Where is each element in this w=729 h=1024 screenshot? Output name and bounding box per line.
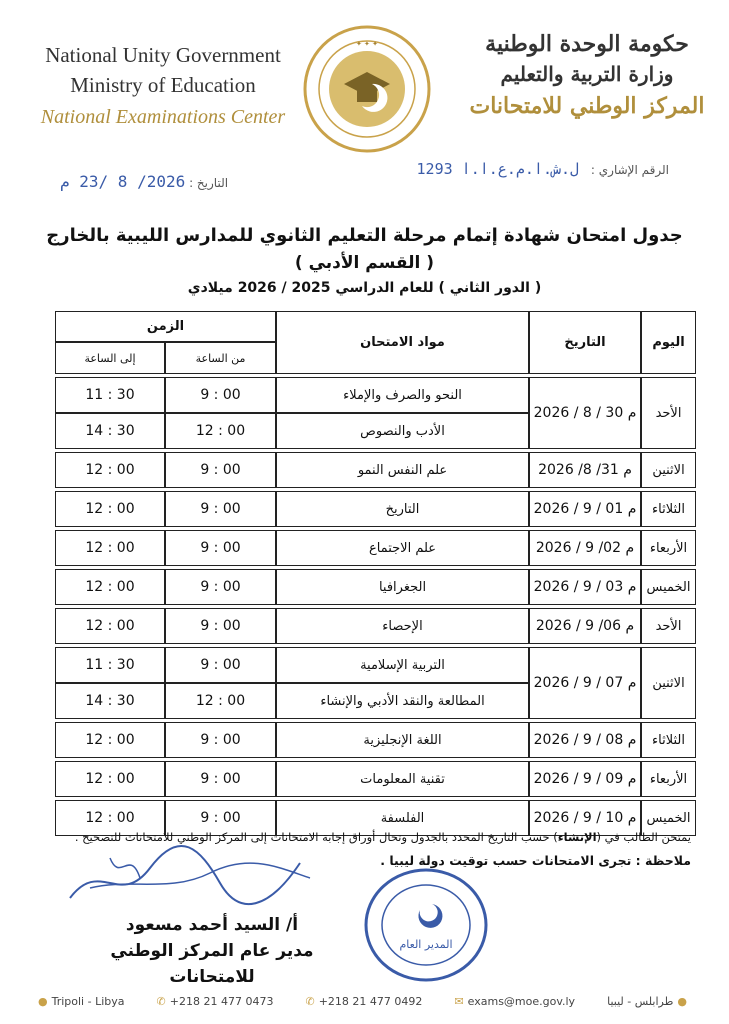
day-cell: الثلاثاء xyxy=(641,491,696,527)
to-time-cell: 12 : 00 xyxy=(55,608,165,644)
phone-2-text: +218 21 477 0492 xyxy=(318,994,423,1008)
header-day: اليوم xyxy=(641,311,696,374)
ministry-seal-logo xyxy=(302,24,432,154)
day-cell: الخميس xyxy=(641,569,696,605)
to-time-cell: 11 : 30 xyxy=(55,647,165,683)
from-time-cell: 9 : 00 xyxy=(165,491,276,527)
to-time-cell: 14 : 30 xyxy=(55,413,165,449)
date-label: التاريخ : xyxy=(189,176,229,190)
center-name-ar: المركز الوطني للامتحانات xyxy=(469,93,705,119)
subject-cell: اللغة الإنجليزية xyxy=(276,722,529,758)
date-cell: 2026 / 9 / 08 م xyxy=(529,722,641,758)
header-to: إلى الساعة xyxy=(55,342,165,374)
date-cell: 2026 / 9 / 09 م xyxy=(529,761,641,797)
to-time-cell: 12 : 00 xyxy=(55,491,165,527)
date-cell: 2026 /8 /31 م xyxy=(529,452,641,488)
document-title xyxy=(0,222,729,300)
stamp-text: المدير العام xyxy=(399,938,453,951)
to-time-cell: 12 : 00 xyxy=(55,452,165,488)
subject-cell: الأدب والنصوص xyxy=(276,413,529,449)
header-time: الزمن xyxy=(55,311,276,342)
from-time-cell: 9 : 00 xyxy=(165,530,276,566)
subject-cell: الجغرافيا xyxy=(276,569,529,605)
day-cell: الأربعاء xyxy=(641,761,696,797)
signature-block xyxy=(72,912,352,990)
contact-bar xyxy=(0,988,729,1014)
note-text: تجرى الامتحانات حسب توقيت دولة ليبيا . xyxy=(380,853,632,868)
day-cell: الاثنين xyxy=(641,452,696,488)
date-value: 2026/ 8 /23 م xyxy=(60,172,186,191)
signatory-name: أ/ السيد أحمد مسعود xyxy=(125,915,299,935)
phone-1-text: +218 21 477 0473 xyxy=(169,994,274,1008)
subject-cell: الإحصاء xyxy=(276,608,529,644)
gov-name-ar: حكومة الوحدة الوطنية xyxy=(485,31,689,57)
from-time-cell: 9 : 00 xyxy=(165,761,276,797)
date-cell: 2026 / 9 /06 م xyxy=(529,608,641,644)
header-date: التاريخ xyxy=(529,311,641,374)
subject-cell: علم النفس النمو xyxy=(276,452,529,488)
to-time-cell: 12 : 00 xyxy=(55,800,165,836)
seal-text: ✦ ✦ ✦ xyxy=(355,40,379,48)
header-english xyxy=(28,40,298,134)
subject-cell: التاريخ xyxy=(276,491,529,527)
date-cell: 2026 / 9 / 07 م xyxy=(529,647,641,719)
day-cell: الأحد xyxy=(641,377,696,449)
day-cell: الأربعاء xyxy=(641,530,696,566)
subject-cell: تقنية المعلومات xyxy=(276,761,529,797)
phone-icon: ✆ xyxy=(156,994,166,1008)
ministry-name-en: Ministry of Education xyxy=(70,73,256,97)
email[interactable] xyxy=(454,995,575,1008)
date-cell: 2026 / 8 / 30 م xyxy=(529,377,641,449)
from-time-cell: 9 : 00 xyxy=(165,377,276,413)
from-time-cell: 9 : 00 xyxy=(165,647,276,683)
reference-value: ل.ش.ا.م.ع.ا.ا 1293 xyxy=(416,160,580,178)
location-icon: ● xyxy=(677,994,687,1008)
subject-cell: النحو والصرف والإملاء xyxy=(276,377,529,413)
from-time-cell: 9 : 00 xyxy=(165,722,276,758)
instruction-part-b: ) حسب التاريخ المحدد بالجدول وتحال أوراق إجابة الامتحانات إلى المركز الوطني للامتحانات للتصحيح . xyxy=(74,830,558,844)
to-time-cell: 12 : 00 xyxy=(55,530,165,566)
instruction-part-a: يمتحن الطالب في ( xyxy=(596,830,691,844)
document-date xyxy=(52,172,228,191)
title-session: ( الدور الثاني ) للعام الدراسي 2025 / 2026 ميلادي xyxy=(187,280,542,296)
note-label: ملاحظة : xyxy=(635,853,691,868)
to-time-cell: 14 : 30 xyxy=(55,683,165,719)
email-text[interactable]: exams@moe.gov.ly xyxy=(467,994,576,1008)
from-time-cell: 9 : 00 xyxy=(165,452,276,488)
to-time-cell: 11 : 30 xyxy=(55,377,165,413)
official-stamp xyxy=(362,866,490,984)
gov-name-en: National Unity Government xyxy=(45,43,281,67)
title-main: جدول امتحان شهادة إتمام مرحلة التعليم الثانوي للمدارس الليبية بالخارج xyxy=(46,225,683,246)
location-icon: ● xyxy=(38,994,48,1008)
day-cell: الخميس xyxy=(641,800,696,836)
date-cell: 2026 / 9 / 03 م xyxy=(529,569,641,605)
reference-label: الرقم الإشاري : xyxy=(590,163,669,177)
to-time-cell: 12 : 00 xyxy=(55,569,165,605)
instruction-subject: الإنشاء xyxy=(557,830,597,844)
phone-1 xyxy=(157,995,274,1008)
phone-icon: ✆ xyxy=(305,994,315,1008)
city-ar-text: طرابلس - ليبيا xyxy=(607,994,674,1008)
date-cell: 2026 / 9 / 10 م xyxy=(529,800,641,836)
from-time-cell: 9 : 00 xyxy=(165,569,276,605)
from-time-cell: 12 : 00 xyxy=(165,683,276,719)
subject-cell: علم الاجتماع xyxy=(276,530,529,566)
to-time-cell: 12 : 00 xyxy=(55,761,165,797)
from-time-cell: 9 : 00 xyxy=(165,608,276,644)
handwritten-signature xyxy=(60,838,320,918)
city-en-text: Tripoli - Libya xyxy=(51,994,125,1008)
subject-cell: المطالعة والنقد الأدبي والإنشاء xyxy=(276,683,529,719)
header-arabic xyxy=(467,28,707,124)
city-ar xyxy=(607,995,691,1008)
signatory-role: مدير عام المركز الوطني للامتحانات xyxy=(110,941,314,987)
date-cell: 2026 / 9 / 01 م xyxy=(529,491,641,527)
center-name-en: National Examinations Center xyxy=(40,106,286,128)
date-cell: 2026 / 9 /02 م xyxy=(529,530,641,566)
city-en xyxy=(38,995,125,1008)
to-time-cell: 12 : 00 xyxy=(55,722,165,758)
from-time-cell: 12 : 00 xyxy=(165,413,276,449)
header-from: من الساعة xyxy=(165,342,276,374)
from-time-cell: 9 : 00 xyxy=(165,800,276,836)
day-cell: الثلاثاء xyxy=(641,722,696,758)
email-icon: ✉ xyxy=(454,994,464,1008)
day-cell: الأحد xyxy=(641,608,696,644)
subject-cell: التربية الإسلامية xyxy=(276,647,529,683)
phone-2 xyxy=(305,995,422,1008)
reference-number xyxy=(417,160,669,178)
ministry-name-ar: وزارة التربية والتعليم xyxy=(500,62,674,86)
title-section: ( القسم الأدبي ) xyxy=(294,253,435,273)
header-subjects: مواد الامتحان xyxy=(276,311,529,374)
day-cell: الاثنين xyxy=(641,647,696,719)
subject-cell: الفلسفة xyxy=(276,800,529,836)
